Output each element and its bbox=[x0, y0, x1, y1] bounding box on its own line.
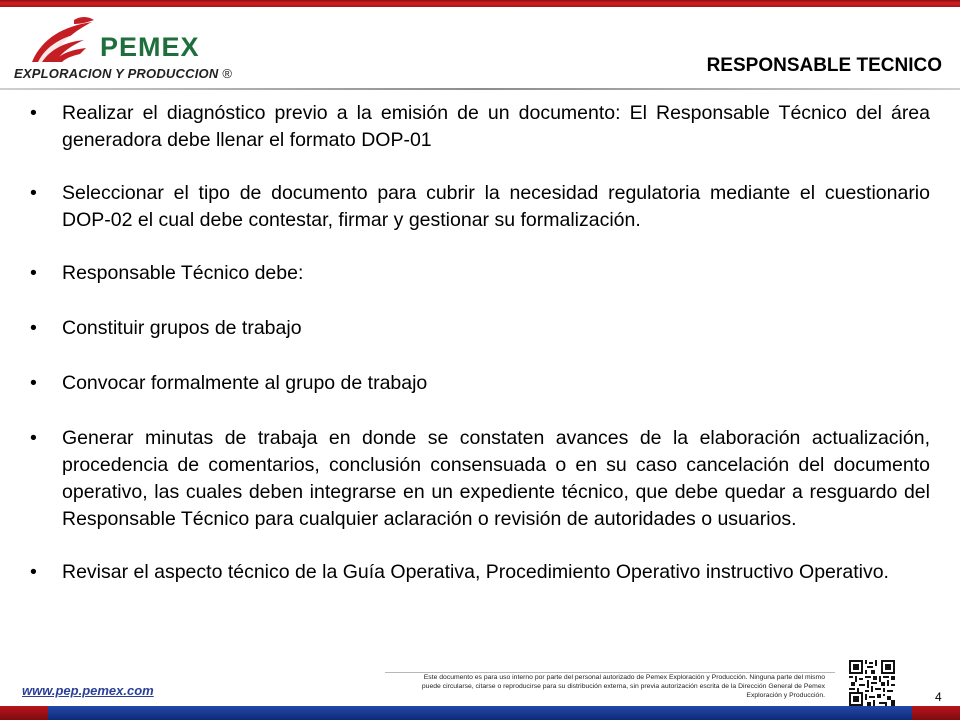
website-link[interactable]: www.pep.pemex.com bbox=[22, 683, 154, 698]
top-red-bar bbox=[0, 0, 960, 7]
page-number: 4 bbox=[935, 690, 942, 704]
registered-mark: ® bbox=[222, 66, 233, 81]
bullet-item: • Generar minutas de trabaja en donde se constaten avances de la elaboración actualización, procedencia de comentarios, conclusión consensuada o en su caso cancelación del documento operativo, las cuales deben integrarse en un expediente técnico, que debe quedar a resguardo del Responsable Técnico para cualquier aclaración o revisión de autoridades o usuarios. bbox=[30, 425, 930, 533]
bottom-bar-red-segment bbox=[0, 706, 48, 720]
bottom-bar-red-segment bbox=[912, 706, 960, 720]
bullet-item: • Convocar formalmente al grupo de trabajo bbox=[30, 370, 930, 397]
bullet-item: • Realizar el diagnóstico previo a la emisión de un documento: El Responsable Técnico del área generadora debe llenar el formato DOP-01 bbox=[30, 100, 930, 154]
bottom-bar-blue-segment bbox=[48, 706, 912, 720]
bottom-color-bar bbox=[0, 706, 960, 720]
logo-wordmark: PEMEX bbox=[100, 32, 200, 62]
pemex-logo bbox=[14, 16, 274, 86]
disclaimer-text: Este documento es para uso interno por parte del personal autorizado de Pemex Exploración y Producción. Ninguna parte del mismo puede circularse, citarse o reproducirse para su distribución externa, sin previa autorización escrita de la Dirección General de Pemex Exploración y Producción. bbox=[421, 674, 825, 699]
logo-subtitle: EXPLORACION Y PRODUCCION ® bbox=[14, 66, 233, 81]
bullet-item: • Seleccionar el tipo de documento para cubrir la necesidad regulatoria mediante el cuestionario DOP-02 el cual debe contestar, firmar y gestionar su formalización. bbox=[30, 180, 930, 234]
pemex-eagle-icon bbox=[30, 16, 96, 66]
qr-code-icon bbox=[849, 660, 895, 706]
page-title: RESPONSABLE TECNICO bbox=[706, 55, 942, 76]
bullet-item: • Constituir grupos de trabajo bbox=[30, 315, 930, 342]
bullet-list bbox=[30, 100, 930, 586]
header-divider bbox=[0, 88, 960, 90]
bullet-item: • Revisar el aspecto técnico de la Guía Operativa, Procedimiento Operativo instructivo Operativo. bbox=[30, 559, 930, 586]
bullet-item: • Responsable Técnico debe: bbox=[30, 260, 930, 287]
